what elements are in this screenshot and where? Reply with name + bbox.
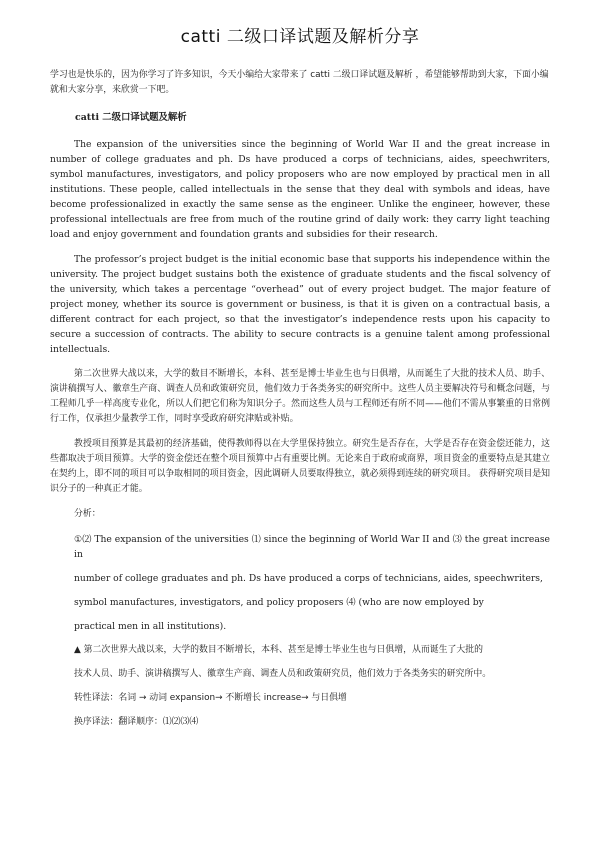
chinese-paragraph-1: 第二次世界大战以来，大学的数目不断增长，本科、甚至是博士毕业生也与日俱增，从而诞生了大批的技术人员、助手、演讲稿撰写人、徽章生产商、调查人员和政策研究员，他们效力于各类务实的研究所中。这些人员主要解决符号和概念问题，与工程师几乎一样高度专业化，所以人们把它们称为知识分子。然而这些人员与工程师还有所不同——他们不需从事繁重的日常例行工作，仅承担少量教学工作，同时享受政府研究津贴或补贴。: [50, 369, 550, 424]
analysis-line-1: ①⑵ The expansion of the universities ⑴ since the beginning of World War II and ⑶ the great increase in: [74, 534, 550, 560]
english-paragraph-1: The expansion of the universities since the beginning of World War II and the great increase in number of college graduates and ph. Ds have produced a corps of technicians, aides, speechwriters, symbol manufactures, investigators, and policy proposers who are now employed by practical men in all institutions. These people, called intellectuals in the sense that they deal with symbols and ideas, have become professionalized in exactly the same sense as the engineer. Unlike the engineer, however, these professional intellectuals are free from much of the routine grind of daily work: they carry light teaching load and enjoy government and foundation grants and subsidies for their research.: [50, 139, 550, 240]
analysis-line-2: number of college graduates and ph. Ds have produced a corps of technicians, aides, speechwriters,: [74, 573, 543, 584]
section-subtitle: catti 二级口译试题及解析: [75, 112, 187, 123]
order-note: 换序译法：翻译顺序：⑴⑵⑶⑷: [74, 717, 199, 727]
chinese-paragraph-2: 教授项目预算是其最初的经济基础，使得教师得以在大学里保持独立。研究生是否存在，大学是否存在资金偿还能力，这些都取决于项目预算。大学的资金偿还在整个项目预算中占有重要比例。无论来自于政府或商界，项目资金的重要特点是其建立在契约上，即不同的项目可以争取相同的项目资金，因此调研人员要取得独立，就必须得到连续的研究项目。 获得研究项目是知识分子的一种真正才能。: [50, 439, 550, 494]
document-title: catti 二级口译试题及解析分享: [180, 27, 420, 47]
triangle-marker-icon: ▲: [74, 645, 81, 655]
intro-paragraph: 学习也是快乐的，因为你学习了许多知识，今天小编给大家带来了 catti 二级口译试题及解析 ，希望能够帮助到大家，下面小编就和大家分享，来欣赏一下吧。: [50, 70, 549, 95]
analysis-label: 分析：: [74, 509, 101, 519]
analysis-line-3: symbol manufactures, investigators, and policy proposers ⑷ (who are now employed by: [74, 597, 484, 608]
chinese-analysis-line-1: [50, 643, 550, 658]
document-body: [50, 68, 550, 739]
analysis-line-4: practical men in all institutions).: [74, 621, 227, 632]
conversion-note: 转性译法：名词 → 动词 expansion→ 不断增长 increase→ 与日俱增: [74, 693, 347, 703]
english-paragraph-2: The professor’s project budget is the initial economic base that supports his independence within the university. The project budget sustains both the existence of graduate students and the fiscal solvency of the university, which takes a percentage “overhead” out of every project budget. The major feature of project money, whether its source is government or business, is that it is given on a contractual basis, a different contract for each project, so that the investigator’s independence rests upon his capacity to secure a succession of contracts. The ability to secure contracts is a genuine talent among professional intellectuals.: [50, 254, 550, 355]
chinese-analysis-line-2: 技术人员、助手、演讲稿撰写人、徽章生产商、调查人员和政策研究员，他们效力于各类务实的研究所中。: [74, 669, 492, 679]
chinese-analysis-text-1: 第二次世界大战以来，大学的数目不断增长，本科、甚至是博士毕业生也与日俱增，从而诞生了大批的: [83, 645, 484, 655]
